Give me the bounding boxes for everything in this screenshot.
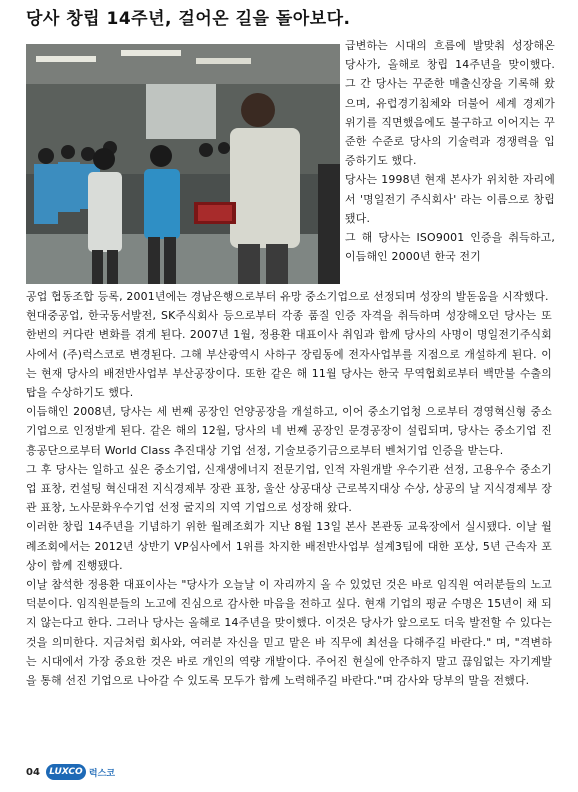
page-footer [26, 762, 115, 782]
page-number: 04 [26, 766, 40, 778]
body-paragraph: 공업 협동조합 등록, 2001년에는 경남은행으로부터 유망 중소기업으로 선정되며 성장의 발돋움을 시작했다. [26, 290, 549, 303]
intro-paragraph: 당사는 1998년 현재 본사가 위치한 자리에서 '명일전기 주식회사' 라는 이름으로 창립됐다. [345, 173, 555, 225]
intro-column [345, 36, 555, 266]
body-paragraph: 그 후 당사는 일하고 싶은 중소기업, 신재생에너지 전문기업, 인적 자원개발 우수기관 선정, 고용우수 중소기업 표창, 컨설팅 혁신대전 지식경제부 장관 표창, 울산 상공대상 근로복지대상 수상, 상공의 날 지식경제부 장관 표창, 노사문화우수기업 선정 굴지의 지역 기업으로 성장해 왔다. [26, 462, 552, 515]
body-paragraph: 이듬해인 2008년, 당사는 세 번째 공장인 언양공장을 개설하고, 이어 중소기업청 으로부터 경영혁신형 중소기업으로 인정받게 된다. 같은 해의 12월, 당사의 네 번째 공장인 문경공장이 설립되며, 당사는 중소기업 진흥공단으로부터 World Class 추진대상 기업 선정, 기술보증기금으로부터 벤처기업 인증을 받는다. [26, 405, 552, 457]
article-body [26, 287, 552, 690]
logo-korean-name: 럭스코 [88, 768, 116, 779]
body-paragraph: 이러한 창립 14주년을 기념하기 위한 월례조회가 지난 8월 13일 본사 본관동 교육장에서 실시됐다. 이날 월례조회에서는 2012년 상반기 VP심사에서 1위를 차지한 배전반사업부 설계3팀에 대한 포상, 5년 근속자 포상이 함께 진행됐다. [26, 520, 552, 572]
body-paragraph: 이날 참석한 정용환 대표이사는 "당사가 오늘날 이 자리까지 올 수 있었던 것은 바로 임직원 여러분들의 노고 덕분이다. 임직원분들의 노고에 진심으로 감사한 마음을 전하고 싶다. 현재 기업의 평균 수명은 15년이 채 되지 않는다고 한다. 그러나 당사는 올해로 14주년을 맞이했다. 이것은 당사가 앞으로도 더욱 발전할 수 있다는 것을 의미한다. 지금처럼 회사와, 여러분 자신을 믿고 맡은 바 직무에 최선을 다해주길 바란다." 며, "격변하는 시대에서 가장 중요한 것은 바로 개인의 역량 개발이다. 주어진 현실에 안주하지 말고 끊임없는 자기계발을 통해 선진 기업으로 나아갈 수 있도록 모두가 함께 노력해주길 바란다."며 감사와 당부의 말을 전했다. [26, 578, 552, 688]
company-logo [46, 764, 115, 780]
article-title: 당사 창립 14주년, 걸어온 길을 돌아보다. [26, 9, 351, 29]
intro-paragraph: 그 해 당사는 ISO9001 인증을 취득하고, 이듬해인 2000년 한국 전기 [345, 231, 555, 264]
ceremony-photo-illustration [26, 44, 340, 284]
intro-paragraph: 급변하는 시대의 흐름에 발맞춰 성장해온 당사가, 올해로 창립 14주년을 맞이했다. 그 간 당사는 꾸준한 매출신장을 기록해 왔으며, 유럽경기침체와 더불어 세계 경제가 위기를 직면했음에도 불구하고 이어지는 꾸준한 수준로 당사의 기술력과 경쟁력을 입증하기도 했다. [345, 39, 555, 168]
logo-mark: LUXCO [46, 764, 86, 780]
ceremony-photo [26, 44, 340, 284]
body-paragraph: 현대중공업, 한국동서발전, SK주식회사 등으로부터 각종 품질 인증 자격을 취득하며 성장해오던 당사는 또 한번의 커다란 변화를 겪게 된다. 2007년 1월, 정용환 대표이사 취임과 함께 당사의 사명이 명일전기주식회사에서 (주)럭스코로 변경된다. 그해 부산광역시 사하구 장림동에 전자사업부를 지점으로 개설하게 된다. 이는 현재 당사의 배전반사업부 부산공장이다. 또한 같은 해 11월 당사는 한국 무역협회로부터 백만불 수출의 탑을 수상하기도 했다. [26, 309, 552, 400]
